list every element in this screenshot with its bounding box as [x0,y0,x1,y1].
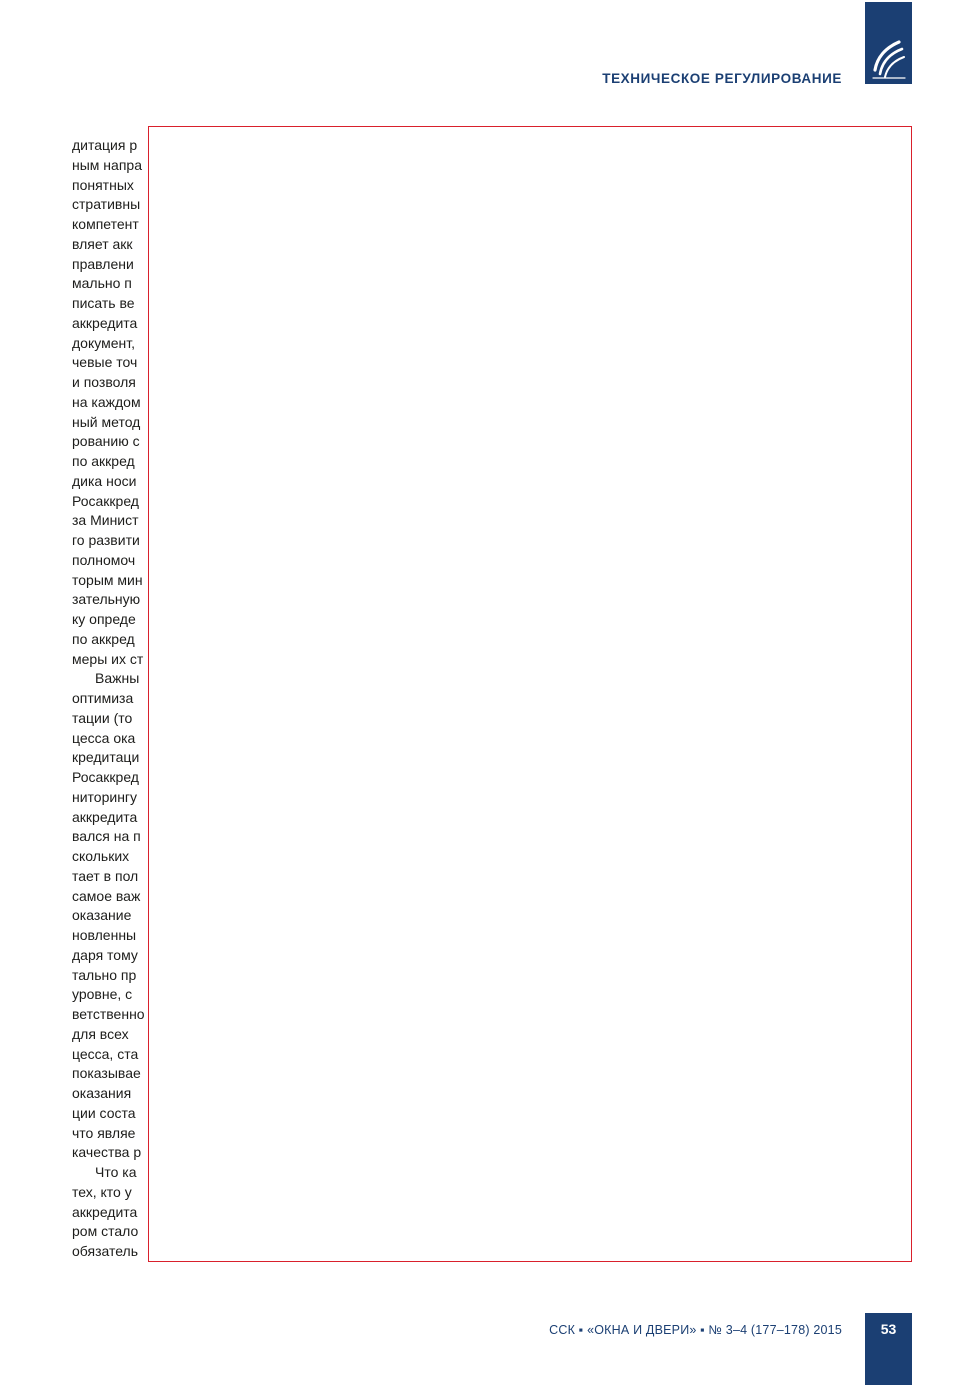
body-text-line: по аккред [72,453,135,469]
body-text-line: Что ка [95,1164,137,1180]
body-text-line: дика носи [72,472,137,489]
body-text-line: Росаккред [72,492,139,509]
body-text-line: тех, кто у [72,1183,132,1200]
body-text-line: аккредита [72,1203,138,1220]
body-text-line: за Минист [72,512,139,529]
body-text-line: компетент [72,216,139,232]
body-text-line: тации (то [72,709,133,726]
body-text-line: ным напра [72,156,142,173]
body-text-line: по аккред [72,630,135,647]
page-number-block [865,1313,912,1385]
page-number: 53 [880,1321,897,1337]
body-text-line: Важны [95,670,140,687]
body-text-line: документ, [72,334,135,351]
body-text-line: вляет акк [72,235,133,252]
body-text-line: ром стало [72,1223,139,1240]
body-text-line: даря тому [72,946,138,963]
article-body-column [72,136,148,1262]
body-text-line: ции соста [72,1104,136,1121]
body-text-line: аккредита [72,314,138,331]
body-text-line: для всех [72,1025,129,1042]
body-text-line: ку опреде [72,611,136,627]
body-text-line: меры их ст [72,650,144,667]
body-text-line: оптимиза [72,690,134,706]
publication-footer: ССК ▪ «ОКНА И ДВЕРИ» ▪ № 3–4 (177–178) 2015 [549,1323,842,1337]
body-text-line: ниторингу [72,788,138,805]
body-text-line: новленны [72,927,137,943]
body-text-line: правлени [72,255,134,272]
body-text-line: цесса ока [72,729,136,746]
body-text-line: вался на п [72,828,141,845]
body-text-line: дитация р [72,137,138,153]
body-text-line: Росаккред [72,769,139,785]
body-text-line: кредитаци [72,749,140,766]
body-text-line: оказания [72,1085,132,1101]
body-text-line: полномоч [72,551,136,568]
body-text-line: торым мин [72,571,143,588]
body-text-line: оказание [72,907,132,924]
body-text-line: самое важ [72,887,141,904]
publisher-logo-block [865,2,912,84]
body-text-line: что являе [72,1124,136,1141]
body-text-line: зательную [72,591,141,608]
body-text-line: стративны [72,196,141,213]
overlay-frame [148,126,912,1262]
body-text-line: рованию с [72,433,140,450]
body-text-line: и позволя [72,374,136,390]
body-text-line: чевые точ [72,354,138,371]
body-text-line: го развити [72,532,140,548]
body-text-line: аккредита [72,808,138,825]
body-text-line: скольких [72,848,130,864]
body-text-line: писать ве [72,295,135,311]
body-text-line: мально п [72,275,132,292]
section-title: ТЕХНИЧЕСКОЕ РЕГУЛИРОВАНИЕ [602,71,842,86]
body-text-line: ный метод [72,413,141,430]
body-text-line: цесса, ста [72,1045,139,1062]
body-text-line: уровне, с [72,986,133,1003]
body-text-line: ветственно [72,1006,145,1022]
body-text-line: показывае [72,1065,141,1082]
body-text-line: обязатель [72,1243,139,1259]
body-text-line: понятных [72,176,134,193]
body-text-line: качества р [72,1144,142,1161]
publisher-logo-icon [869,36,909,82]
body-text-line: на каждом [72,393,141,410]
body-text-line: тально пр [72,966,137,983]
body-text-line: тает в пол [72,867,139,884]
